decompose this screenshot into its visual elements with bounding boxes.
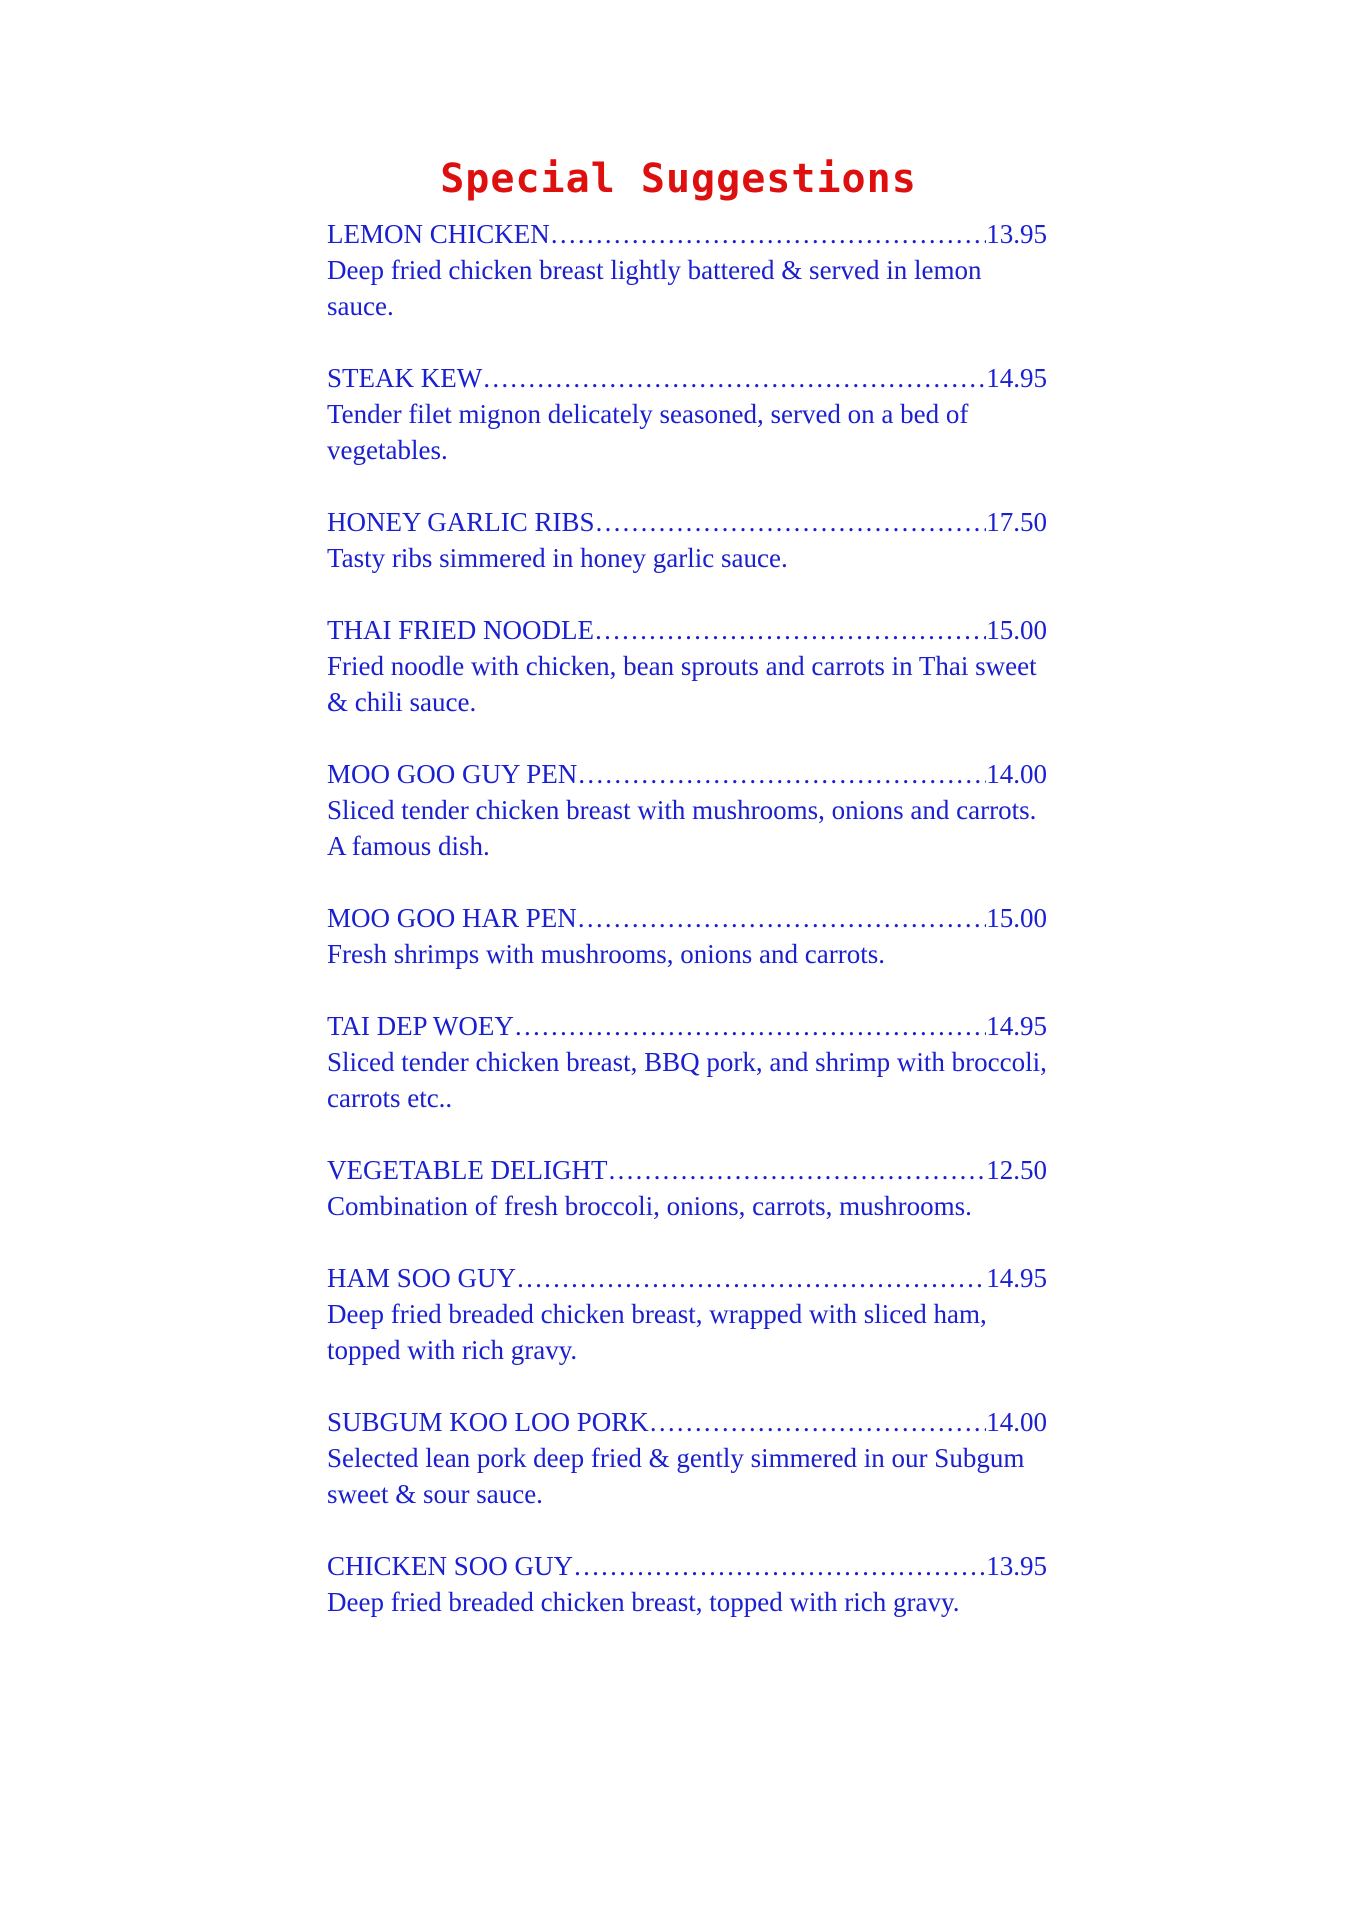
dot-leader: [577, 900, 986, 936]
menu-item-name: THAI FRIED NOODLE: [327, 615, 594, 645]
menu-item: [327, 1404, 1047, 1512]
menu-item: [327, 1260, 1047, 1368]
dot-leader: [573, 1548, 986, 1584]
menu-item: [327, 612, 1047, 720]
menu-item: [327, 504, 1047, 576]
dot-leader: [514, 1008, 986, 1044]
menu-item-header: [327, 1008, 1047, 1044]
dot-leader: [550, 216, 987, 252]
menu-list: [327, 216, 1047, 1656]
menu-item-name: HAM SOO GUY: [327, 1263, 517, 1293]
menu-item: [327, 1548, 1047, 1620]
menu-item-header: [327, 360, 1047, 396]
dot-leader: [482, 360, 986, 396]
menu-item-description: Combination of fresh broccoli, onions, carrots, mushrooms.: [327, 1191, 972, 1221]
menu-item-price: 13.95: [986, 1551, 1047, 1581]
dot-leader: [595, 504, 987, 540]
menu-item-price: 13.95: [986, 219, 1047, 249]
menu-item-price: 14.95: [986, 1011, 1047, 1041]
menu-item-description: Selected lean pork deep fried & gently simmered in our Subgum sweet & sour sauce.: [327, 1443, 1025, 1509]
menu-item-name: TAI DEP WOEY: [327, 1011, 514, 1041]
menu-item: [327, 360, 1047, 468]
menu-item-price: 15.00: [986, 903, 1047, 933]
menu-item-name: MOO GOO HAR PEN: [327, 903, 577, 933]
menu-item-name: MOO GOO GUY PEN: [327, 759, 578, 789]
menu-item: [327, 1152, 1047, 1224]
menu-item-description: Deep fried breaded chicken breast, wrapped with sliced ham, topped with rich gravy.: [327, 1299, 987, 1365]
menu-item-header: [327, 504, 1047, 540]
menu-item-description: Sliced tender chicken breast, BBQ pork, and shrimp with broccoli, carrots etc..: [327, 1047, 1047, 1113]
menu-item-name: SUBGUM KOO LOO PORK: [327, 1407, 649, 1437]
menu-item-name: STEAK KEW: [327, 363, 483, 393]
menu-item-price: 14.00: [986, 1407, 1047, 1437]
menu-item-price: 15.00: [986, 615, 1047, 645]
menu-item-name: HONEY GARLIC RIBS: [327, 507, 595, 537]
menu-item-header: [327, 1548, 1047, 1584]
menu-item: [327, 900, 1047, 972]
menu-item-header: [327, 900, 1047, 936]
menu-title: Special Suggestions: [440, 156, 917, 202]
dot-leader: [577, 756, 986, 792]
menu-item-description: Sliced tender chicken breast with mushrooms, onions and carrots. A famous dish.: [327, 795, 1037, 861]
menu-item-price: 14.95: [986, 363, 1047, 393]
menu-item-name: LEMON CHICKEN: [327, 219, 550, 249]
menu-item-header: [327, 1260, 1047, 1296]
menu-item-header: [327, 756, 1047, 792]
menu-item-name: VEGETABLE DELIGHT: [327, 1155, 608, 1185]
menu-item-price: 17.50: [986, 507, 1047, 537]
menu-item: [327, 1008, 1047, 1116]
menu-item-header: [327, 612, 1047, 648]
menu-item-description: Deep fried chicken breast lightly battered & served in lemon sauce.: [327, 255, 982, 321]
menu-item-description: Fried noodle with chicken, bean sprouts and carrots in Thai sweet & chili sauce.: [327, 651, 1037, 717]
menu-item-description: Tasty ribs simmered in honey garlic sauce.: [327, 543, 788, 573]
dot-leader: [608, 1152, 987, 1188]
menu-item-header: [327, 1404, 1047, 1440]
menu-item-price: 12.50: [986, 1155, 1047, 1185]
menu-item-header: [327, 216, 1047, 252]
dot-leader: [594, 612, 986, 648]
menu-item: [327, 756, 1047, 864]
menu-item-price: 14.00: [986, 759, 1047, 789]
dot-leader: [516, 1260, 986, 1296]
dot-leader: [649, 1404, 986, 1440]
menu-item-header: [327, 1152, 1047, 1188]
menu-item-description: Fresh shrimps with mushrooms, onions and carrots.: [327, 939, 885, 969]
menu-item-price: 14.95: [986, 1263, 1047, 1293]
menu-item: [327, 216, 1047, 324]
menu-item-description: Deep fried breaded chicken breast, topped with rich gravy.: [327, 1587, 960, 1617]
menu-item-name: CHICKEN SOO GUY: [327, 1551, 574, 1581]
menu-item-description: Tender filet mignon delicately seasoned, served on a bed of vegetables.: [327, 399, 969, 465]
